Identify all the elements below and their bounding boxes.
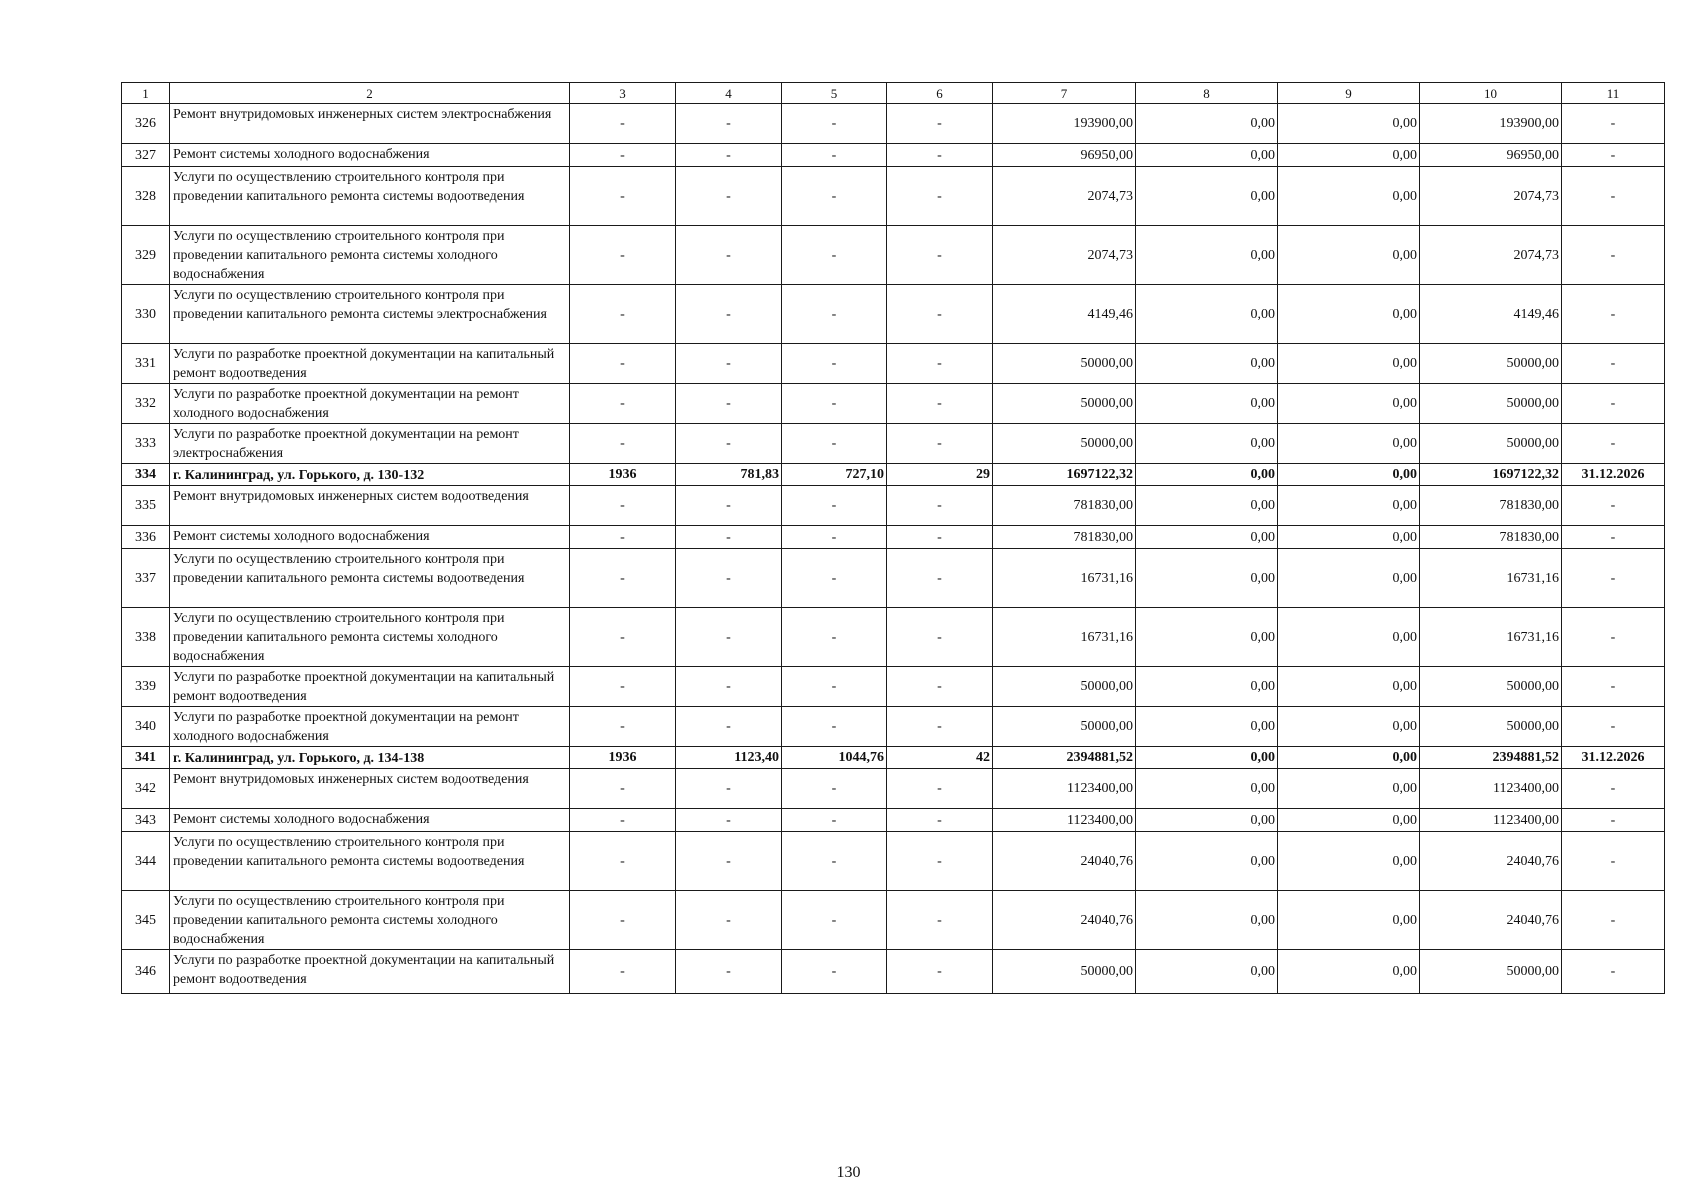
row-number: 327 (122, 144, 170, 167)
table-row (122, 891, 1665, 950)
col-4-value: - (676, 608, 782, 667)
row-number: 338 (122, 608, 170, 667)
col-8-value: 0,00 (1136, 526, 1278, 549)
page-number: 130 (836, 1164, 861, 1181)
row-number: 339 (122, 667, 170, 707)
table-row (122, 144, 1665, 167)
header-cell-1: 1 (122, 83, 170, 104)
row-number: 330 (122, 285, 170, 344)
col-4-value: - (676, 526, 782, 549)
col-5-value: - (782, 384, 887, 424)
col-6-value: - (887, 167, 993, 226)
col-11-value: - (1562, 608, 1665, 667)
col-4-value: - (676, 144, 782, 167)
col-8-value: 0,00 (1136, 384, 1278, 424)
col-11-value: 31.12.2026 (1562, 747, 1665, 769)
col-5-value: - (782, 950, 887, 994)
col-5-value: - (782, 344, 887, 384)
col-9-value: 0,00 (1278, 667, 1420, 707)
col-8-value: 0,00 (1136, 167, 1278, 226)
col-11-value: - (1562, 167, 1665, 226)
table-row (122, 549, 1665, 608)
col-9-value: 0,00 (1278, 549, 1420, 608)
col-8-value: 0,00 (1136, 549, 1278, 608)
col-5-value: - (782, 809, 887, 832)
col-8-value: 0,00 (1136, 486, 1278, 526)
col-11-value: - (1562, 549, 1665, 608)
table-row (122, 769, 1665, 809)
col-10-value: 1123400,00 (1420, 809, 1562, 832)
col-8-value: 0,00 (1136, 344, 1278, 384)
col-5-value: - (782, 424, 887, 464)
repair-program-table (121, 82, 1665, 994)
col-10-value: 16731,16 (1420, 608, 1562, 667)
col-11-value: - (1562, 950, 1665, 994)
row-number: 345 (122, 891, 170, 950)
col-9-value: 0,00 (1278, 464, 1420, 486)
address-summary-row (122, 464, 1665, 486)
col-7-value: 1123400,00 (993, 809, 1136, 832)
col-4-value: 781,83 (676, 464, 782, 486)
col-7-value: 50000,00 (993, 384, 1136, 424)
col-5-value: - (782, 891, 887, 950)
col-5-value: - (782, 226, 887, 285)
col-8-value: 0,00 (1136, 667, 1278, 707)
header-cell-3: 3 (570, 83, 676, 104)
col-8-value: 0,00 (1136, 144, 1278, 167)
col-4-value: - (676, 486, 782, 526)
col-11-value: - (1562, 526, 1665, 549)
col-6-value: - (887, 144, 993, 167)
col-8-value: 0,00 (1136, 769, 1278, 809)
col-4-value: - (676, 950, 782, 994)
row-number: 326 (122, 104, 170, 144)
work-description: Ремонт системы холодного водоснабжения (170, 526, 570, 549)
table-row (122, 226, 1665, 285)
col-6-value: - (887, 891, 993, 950)
col-5-value: - (782, 769, 887, 809)
col-6-value: - (887, 486, 993, 526)
col-9-value: 0,00 (1278, 747, 1420, 769)
col-11-value: 31.12.2026 (1562, 464, 1665, 486)
col-7-value: 2074,73 (993, 226, 1136, 285)
col-5-value: - (782, 526, 887, 549)
col-7-value: 50000,00 (993, 344, 1136, 384)
row-number: 343 (122, 809, 170, 832)
col-3-value: - (570, 608, 676, 667)
col-10-value: 50000,00 (1420, 344, 1562, 384)
col-3-value: - (570, 526, 676, 549)
row-number: 337 (122, 549, 170, 608)
col-11-value: - (1562, 809, 1665, 832)
table-row (122, 344, 1665, 384)
col-9-value: 0,00 (1278, 226, 1420, 285)
col-9-value: 0,00 (1278, 285, 1420, 344)
col-5-value: 1044,76 (782, 747, 887, 769)
col-11-value: - (1562, 667, 1665, 707)
row-number: 335 (122, 486, 170, 526)
col-7-value: 781830,00 (993, 526, 1136, 549)
table-row (122, 832, 1665, 891)
col-5-value: - (782, 144, 887, 167)
col-10-value: 50000,00 (1420, 384, 1562, 424)
col-6-value: - (887, 667, 993, 707)
col-7-value: 781830,00 (993, 486, 1136, 526)
col-4-value: - (676, 167, 782, 226)
col-3-value: - (570, 769, 676, 809)
col-3-value: - (570, 384, 676, 424)
col-7-value: 50000,00 (993, 950, 1136, 994)
col-7-value: 96950,00 (993, 144, 1136, 167)
col-9-value: 0,00 (1278, 167, 1420, 226)
col-10-value: 2074,73 (1420, 226, 1562, 285)
col-5-value: - (782, 285, 887, 344)
col-6-value: 29 (887, 464, 993, 486)
col-3-value: 1936 (570, 747, 676, 769)
col-10-value: 4149,46 (1420, 285, 1562, 344)
col-7-value: 2394881,52 (993, 747, 1136, 769)
row-number: 334 (122, 464, 170, 486)
col-10-value: 24040,76 (1420, 832, 1562, 891)
row-number: 331 (122, 344, 170, 384)
col-4-value: - (676, 104, 782, 144)
work-description: Ремонт внутридомовых инженерных систем водоотведения (170, 769, 570, 809)
col-9-value: 0,00 (1278, 384, 1420, 424)
col-3-value: - (570, 707, 676, 747)
table-row (122, 384, 1665, 424)
col-10-value: 16731,16 (1420, 549, 1562, 608)
col-4-value: - (676, 891, 782, 950)
col-8-value: 0,00 (1136, 747, 1278, 769)
col-11-value: - (1562, 144, 1665, 167)
col-11-value: - (1562, 384, 1665, 424)
header-cell-6: 6 (887, 83, 993, 104)
col-9-value: 0,00 (1278, 707, 1420, 747)
col-6-value: - (887, 549, 993, 608)
col-8-value: 0,00 (1136, 608, 1278, 667)
header-cell-10: 10 (1420, 83, 1562, 104)
col-10-value: 96950,00 (1420, 144, 1562, 167)
col-10-value: 2074,73 (1420, 167, 1562, 226)
col-9-value: 0,00 (1278, 486, 1420, 526)
header-cell-2: 2 (170, 83, 570, 104)
col-6-value: - (887, 226, 993, 285)
work-description: Услуги по разработке проектной документации на капитальный ремонт водоотведения (170, 667, 570, 707)
table-row (122, 526, 1665, 549)
col-9-value: 0,00 (1278, 769, 1420, 809)
table-row (122, 707, 1665, 747)
work-description: Услуги по разработке проектной документации на ремонт электроснабжения (170, 424, 570, 464)
col-3-value: - (570, 486, 676, 526)
work-description: Услуги по осуществлению строительного контроля при проведении капитального ремонта системы холодного водоснабжения (170, 608, 570, 667)
row-number: 329 (122, 226, 170, 285)
col-5-value: - (782, 486, 887, 526)
col-4-value: - (676, 384, 782, 424)
work-description: Услуги по разработке проектной документации на ремонт холодного водоснабжения (170, 707, 570, 747)
col-3-value: - (570, 891, 676, 950)
col-7-value: 1123400,00 (993, 769, 1136, 809)
col-11-value: - (1562, 104, 1665, 144)
col-11-value: - (1562, 769, 1665, 809)
col-7-value: 50000,00 (993, 707, 1136, 747)
col-4-value: - (676, 549, 782, 608)
col-10-value: 1123400,00 (1420, 769, 1562, 809)
col-6-value: - (887, 832, 993, 891)
row-number: 340 (122, 707, 170, 747)
col-10-value: 1697122,32 (1420, 464, 1562, 486)
table-row (122, 950, 1665, 994)
col-3-value: - (570, 226, 676, 285)
col-7-value: 2074,73 (993, 167, 1136, 226)
col-8-value: 0,00 (1136, 950, 1278, 994)
col-8-value: 0,00 (1136, 809, 1278, 832)
col-11-value: - (1562, 285, 1665, 344)
work-description: Ремонт системы холодного водоснабжения (170, 144, 570, 167)
table-row (122, 424, 1665, 464)
col-10-value: 50000,00 (1420, 424, 1562, 464)
col-9-value: 0,00 (1278, 891, 1420, 950)
col-4-value: - (676, 424, 782, 464)
col-10-value: 50000,00 (1420, 950, 1562, 994)
col-3-value: - (570, 809, 676, 832)
work-description: Услуги по осуществлению строительного контроля при проведении капитального ремонта системы водоотведения (170, 549, 570, 608)
col-8-value: 0,00 (1136, 707, 1278, 747)
col-4-value: - (676, 344, 782, 384)
col-3-value: - (570, 144, 676, 167)
col-7-value: 193900,00 (993, 104, 1136, 144)
document-sheet (121, 82, 1664, 994)
row-number: 333 (122, 424, 170, 464)
address-summary-row (122, 747, 1665, 769)
table-row (122, 809, 1665, 832)
col-4-value: - (676, 226, 782, 285)
col-6-value: - (887, 707, 993, 747)
header-cell-8: 8 (1136, 83, 1278, 104)
header-cell-5: 5 (782, 83, 887, 104)
col-8-value: 0,00 (1136, 285, 1278, 344)
col-9-value: 0,00 (1278, 104, 1420, 144)
col-11-value: - (1562, 707, 1665, 747)
row-number: 332 (122, 384, 170, 424)
col-6-value: - (887, 344, 993, 384)
col-11-value: - (1562, 891, 1665, 950)
col-5-value: - (782, 167, 887, 226)
col-3-value: - (570, 832, 676, 891)
col-5-value: - (782, 707, 887, 747)
col-5-value: - (782, 549, 887, 608)
col-8-value: 0,00 (1136, 464, 1278, 486)
column-number-header-row (122, 83, 1665, 104)
row-number: 344 (122, 832, 170, 891)
col-5-value: - (782, 667, 887, 707)
col-7-value: 24040,76 (993, 891, 1136, 950)
col-11-value: - (1562, 226, 1665, 285)
work-description: Услуги по осуществлению строительного контроля при проведении капитального ремонта системы электроснабжения (170, 285, 570, 344)
work-description: Ремонт внутридомовых инженерных систем водоотведения (170, 486, 570, 526)
col-4-value: - (676, 285, 782, 344)
col-6-value: - (887, 526, 993, 549)
row-number: 342 (122, 769, 170, 809)
col-8-value: 0,00 (1136, 832, 1278, 891)
table-row (122, 667, 1665, 707)
col-8-value: 0,00 (1136, 891, 1278, 950)
col-4-value: - (676, 769, 782, 809)
col-6-value: - (887, 769, 993, 809)
col-7-value: 1697122,32 (993, 464, 1136, 486)
col-4-value: - (676, 832, 782, 891)
col-3-value: - (570, 285, 676, 344)
col-11-value: - (1562, 486, 1665, 526)
col-9-value: 0,00 (1278, 144, 1420, 167)
col-3-value: 1936 (570, 464, 676, 486)
table-row (122, 167, 1665, 226)
col-5-value: 727,10 (782, 464, 887, 486)
table-row (122, 285, 1665, 344)
col-9-value: 0,00 (1278, 608, 1420, 667)
col-3-value: - (570, 667, 676, 707)
header-cell-4: 4 (676, 83, 782, 104)
col-6-value: 42 (887, 747, 993, 769)
col-5-value: - (782, 608, 887, 667)
col-7-value: 16731,16 (993, 608, 1136, 667)
col-7-value: 16731,16 (993, 549, 1136, 608)
col-3-value: - (570, 167, 676, 226)
col-10-value: 50000,00 (1420, 667, 1562, 707)
row-number: 336 (122, 526, 170, 549)
col-5-value: - (782, 832, 887, 891)
col-7-value: 24040,76 (993, 832, 1136, 891)
work-description: Услуги по разработке проектной документации на капитальный ремонт водоотведения (170, 344, 570, 384)
work-description: Услуги по разработке проектной документации на капитальный ремонт водоотведения (170, 950, 570, 994)
col-7-value: 50000,00 (993, 424, 1136, 464)
work-description: Услуги по разработке проектной документации на ремонт холодного водоснабжения (170, 384, 570, 424)
col-6-value: - (887, 285, 993, 344)
table-row (122, 104, 1665, 144)
col-4-value: - (676, 667, 782, 707)
col-8-value: 0,00 (1136, 104, 1278, 144)
col-9-value: 0,00 (1278, 344, 1420, 384)
col-5-value: - (782, 104, 887, 144)
col-9-value: 0,00 (1278, 526, 1420, 549)
col-4-value: 1123,40 (676, 747, 782, 769)
col-9-value: 0,00 (1278, 809, 1420, 832)
col-4-value: - (676, 809, 782, 832)
col-11-value: - (1562, 344, 1665, 384)
header-cell-9: 9 (1278, 83, 1420, 104)
work-description: Услуги по осуществлению строительного контроля при проведении капитального ремонта системы холодного водоснабжения (170, 891, 570, 950)
table-row (122, 486, 1665, 526)
col-3-value: - (570, 950, 676, 994)
col-11-value: - (1562, 424, 1665, 464)
col-9-value: 0,00 (1278, 424, 1420, 464)
col-10-value: 781830,00 (1420, 526, 1562, 549)
col-10-value: 781830,00 (1420, 486, 1562, 526)
table-body (122, 83, 1665, 994)
col-6-value: - (887, 608, 993, 667)
work-description: Услуги по осуществлению строительного контроля при проведении капитального ремонта системы водоотведения (170, 167, 570, 226)
table-row (122, 608, 1665, 667)
col-3-value: - (570, 549, 676, 608)
work-description: г. Калининград, ул. Горького, д. 134-138 (170, 747, 570, 769)
work-description: Ремонт системы холодного водоснабжения (170, 809, 570, 832)
row-number: 341 (122, 747, 170, 769)
work-description: Услуги по осуществлению строительного контроля при проведении капитального ремонта системы холодного водоснабжения (170, 226, 570, 285)
col-6-value: - (887, 104, 993, 144)
header-cell-7: 7 (993, 83, 1136, 104)
col-10-value: 193900,00 (1420, 104, 1562, 144)
col-7-value: 4149,46 (993, 285, 1136, 344)
col-3-value: - (570, 344, 676, 384)
col-3-value: - (570, 104, 676, 144)
col-9-value: 0,00 (1278, 950, 1420, 994)
work-description: г. Калининград, ул. Горького, д. 130-132 (170, 464, 570, 486)
row-number: 346 (122, 950, 170, 994)
col-6-value: - (887, 809, 993, 832)
header-cell-11: 11 (1562, 83, 1665, 104)
col-8-value: 0,00 (1136, 226, 1278, 285)
col-11-value: - (1562, 832, 1665, 891)
work-description: Услуги по осуществлению строительного контроля при проведении капитального ремонта системы водоотведения (170, 832, 570, 891)
col-9-value: 0,00 (1278, 832, 1420, 891)
work-description: Ремонт внутридомовых инженерных систем электроснабжения (170, 104, 570, 144)
col-6-value: - (887, 950, 993, 994)
col-10-value: 2394881,52 (1420, 747, 1562, 769)
col-6-value: - (887, 384, 993, 424)
col-10-value: 24040,76 (1420, 891, 1562, 950)
col-4-value: - (676, 707, 782, 747)
col-6-value: - (887, 424, 993, 464)
col-3-value: - (570, 424, 676, 464)
row-number: 328 (122, 167, 170, 226)
col-8-value: 0,00 (1136, 424, 1278, 464)
col-10-value: 50000,00 (1420, 707, 1562, 747)
col-7-value: 50000,00 (993, 667, 1136, 707)
